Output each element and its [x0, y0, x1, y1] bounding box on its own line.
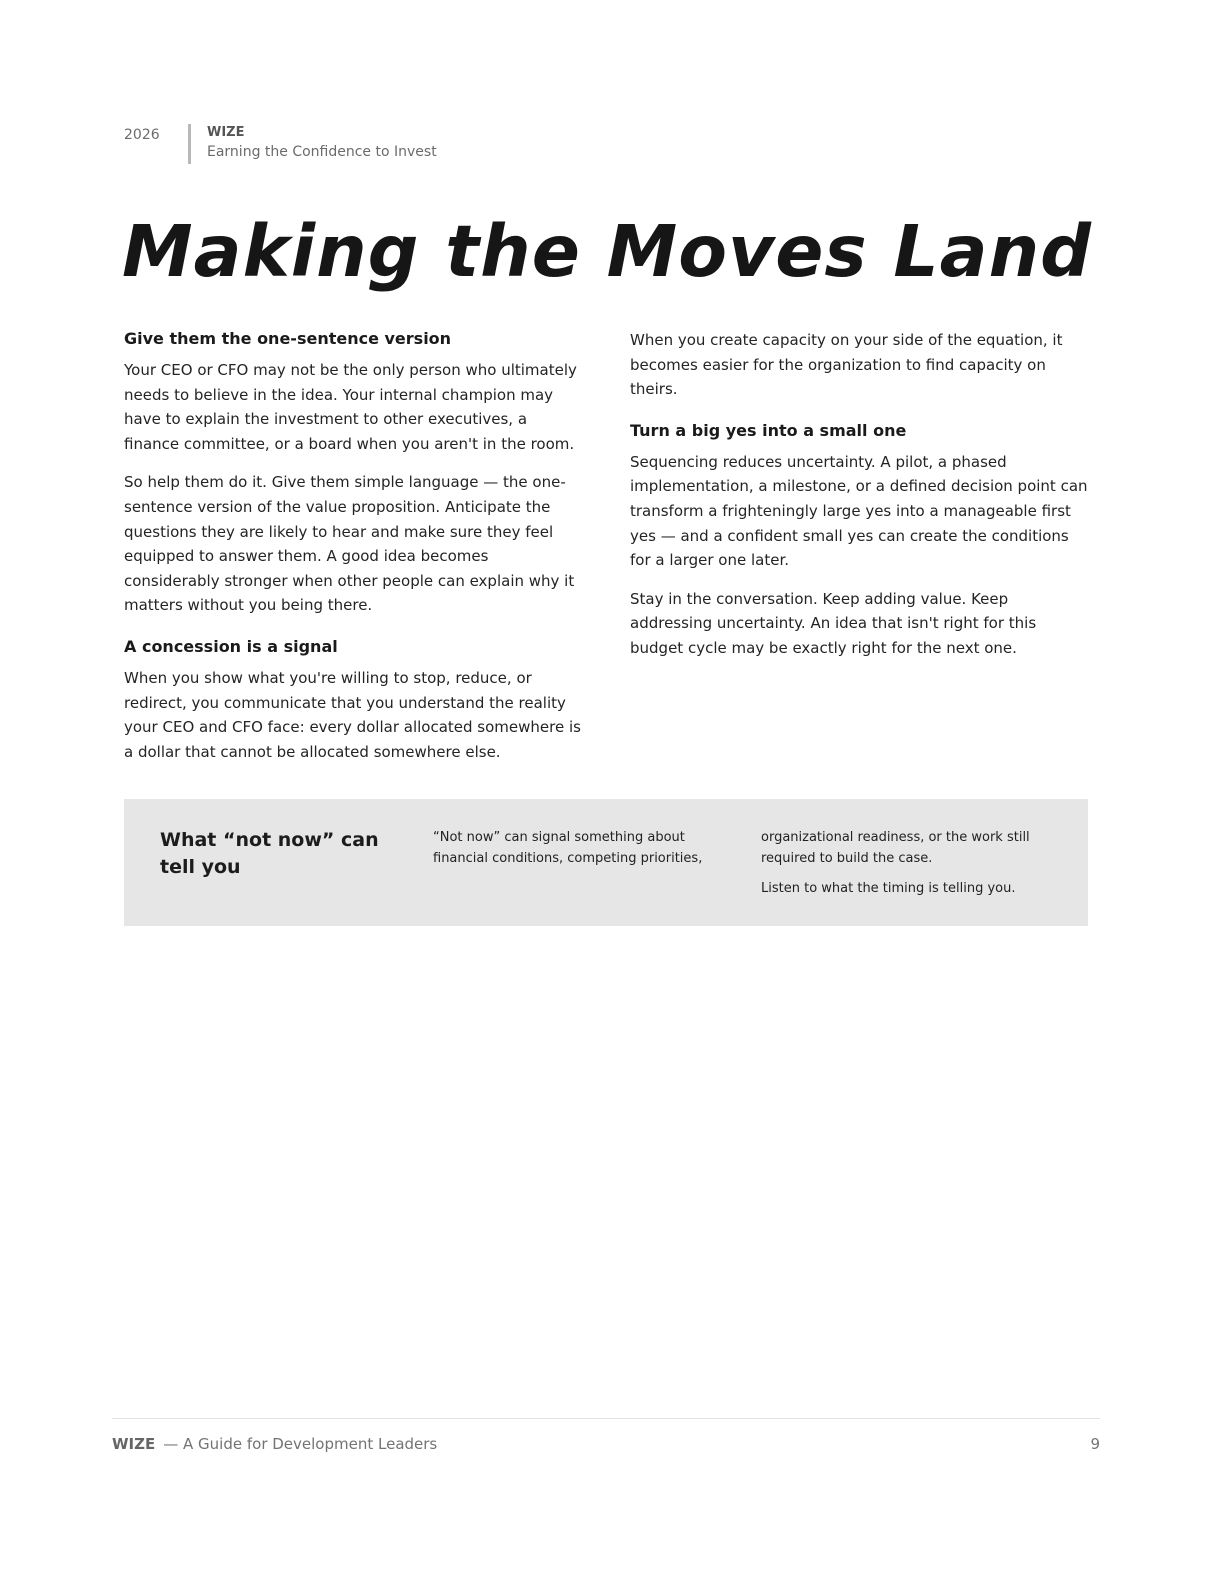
page-number: 9 — [1090, 1435, 1100, 1453]
paragraph: Your CEO or CFO may not be the only person who ultimately needs to believe in the idea. Your internal champion may have to explain the investment to other executives, a finance committee, or a board when you aren't in the room. — [124, 361, 577, 453]
callout-paragraph: Listen to what the timing is telling you. — [761, 881, 1016, 896]
page-footer — [112, 1433, 1100, 1455]
section-heading-one-sentence: Give them the one-sentence version — [124, 329, 452, 348]
running-header — [124, 124, 437, 164]
footer-tagline: — A Guide for Development Leaders — [163, 1435, 438, 1453]
left-column — [124, 328, 586, 778]
callout-title: What “not now” can tell you — [160, 829, 379, 878]
section-heading-big-yes: Turn a big yes into a small one — [630, 420, 907, 440]
header-year: 2026 — [124, 127, 160, 143]
footer-brand: WIZE — [112, 1435, 156, 1453]
paragraph: Stay in the conversation. Keep adding value. Keep addressing uncertainty. An idea that isn't right for this budget cycle may be exactly right for the next one. — [630, 589, 1037, 657]
paragraph: Sequencing reduces uncertainty. A pilot, a phased implementation, a milestone, or a defined decision point can transform a frighteningly large yes into a manageable first yes — and a confident small yes can create the conditions for a larger one later. — [630, 452, 1088, 570]
footer-left — [112, 1433, 437, 1455]
callout-box — [124, 799, 1088, 926]
header-subtitle: Earning the Confidence to Invest — [207, 144, 437, 160]
section-heading-concession: A concession is a signal — [124, 636, 338, 656]
header-text — [207, 124, 437, 162]
right-column — [630, 328, 1092, 675]
callout-paragraph: organizational readiness, or the work still required to build the case. — [761, 830, 1030, 866]
header-divider — [188, 124, 191, 164]
page-title: Making the Moves Land — [122, 210, 1092, 293]
callout-text-col2 — [761, 827, 1061, 908]
paragraph: So help them do it. Give them simple language — the one-sentence version of the value proposition. Anticipate the questions they are likely to hear and make sure they feel equipped to answer them. A good idea becomes considerably stronger when other people can explain why it matters without you being there. — [124, 473, 575, 615]
paragraph: When you show what you're willing to stop, reduce, or redirect, you communicate that you understand the reality your CEO and CFO face: every dollar allocated somewhere is a dollar that cannot be allocated somewhere else. — [124, 668, 581, 761]
footer-divider — [112, 1418, 1100, 1419]
paragraph: When you create capacity on your side of the equation, it becomes easier for the organization to find capacity on theirs. — [630, 331, 1063, 399]
header-brand: WIZE — [207, 125, 245, 140]
callout-text-col1: “Not now” can signal something about financial conditions, competing priorities, — [433, 830, 703, 866]
